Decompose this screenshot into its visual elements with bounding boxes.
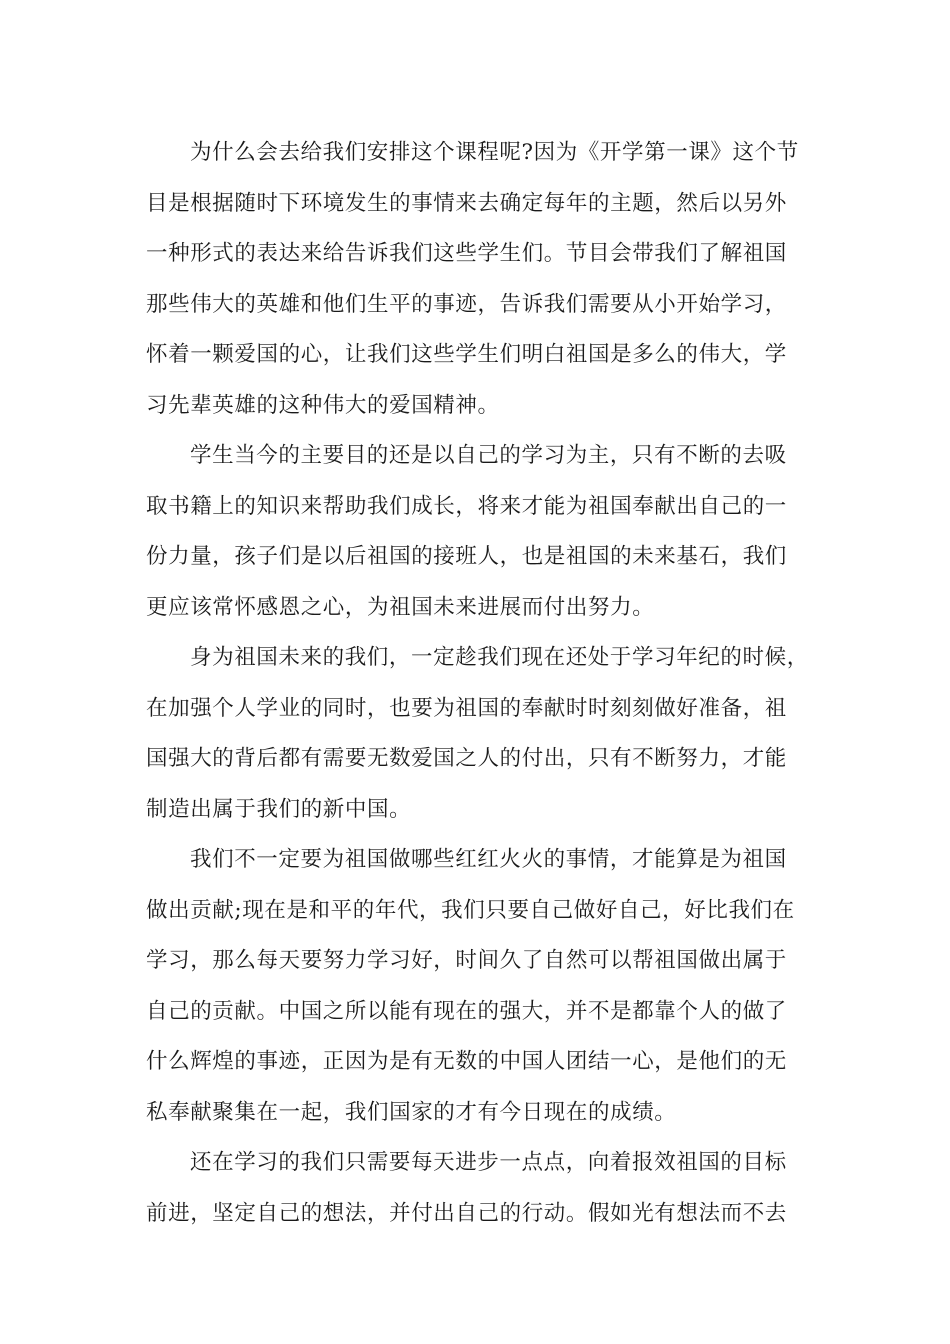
paragraph-line: 身为祖国未来的我们，一定趁我们现在还处于学习年纪的时候， xyxy=(190,645,809,670)
paragraph-line: 一种形式的表达来给告诉我们这些学生们。节目会带我们了解祖国 xyxy=(146,241,787,266)
paragraph-line: 制造出属于我们的新中国。 xyxy=(146,796,412,822)
paragraph-line: 在加强个人学业的同时，也要为祖国的奉献时时刻刻做好准备，祖 xyxy=(146,695,787,721)
paragraph-line: 那些伟大的英雄和他们生平的事迹，告诉我们需要从小开始学习， xyxy=(146,291,787,317)
document-body xyxy=(146,128,826,1239)
paragraph-1 xyxy=(146,128,826,431)
paragraph-line: 怀着一颗爱国的心，让我们这些学生们明白祖国是多么的伟大，学 xyxy=(146,342,787,367)
paragraph-line: 自己的贡献。中国之所以能有现在的强大，并不是都靠个人的做了 xyxy=(146,998,787,1024)
paragraph-line: 学生当今的主要目的还是以自己的学习为主，只有不断的去吸 xyxy=(190,443,787,468)
paragraph-line: 份力量，孩子们是以后祖国的接班人，也是祖国的未来基石，我们 xyxy=(146,544,787,569)
paragraph-line: 前进，坚定自己的想法，并付出自己的行动。假如光有想法而不去 xyxy=(146,1200,787,1226)
paragraph-line: 还在学习的我们只需要每天进步一点点，向着报效祖国的目标 xyxy=(190,1150,787,1175)
paragraph-3 xyxy=(146,633,826,835)
paragraph-line: 我们不一定要为祖国做哪些红红火火的事情，才能算是为祖国 xyxy=(190,847,787,872)
paragraph-line: 习先辈英雄的这种伟大的爱国精神。 xyxy=(146,392,500,418)
paragraph-line: 国强大的背后都有需要无数爱国之人的付出，只有不断努力，才能 xyxy=(146,746,787,771)
paragraph-5 xyxy=(146,1138,826,1239)
paragraph-line: 私奉献聚集在一起，我们国家的才有今日现在的成绩。 xyxy=(146,1099,677,1125)
paragraph-line: 目是根据随时下环境发生的事情来去确定每年的主题，然后以另外 xyxy=(146,190,787,216)
paragraph-line: 学习，那么每天要努力学习好，时间久了自然可以帮祖国做出属于 xyxy=(146,948,787,973)
paragraph-line: 为什么会去给我们安排这个课程呢?因为《开学第一课》这个节 xyxy=(190,140,799,165)
paragraph-4 xyxy=(146,835,826,1138)
paragraph-2 xyxy=(146,431,826,633)
paragraph-line: 什么辉煌的事迹，正因为是有无数的中国人团结一心，是他们的无 xyxy=(146,1049,787,1074)
paragraph-line: 取书籍上的知识来帮助我们成长，将来才能为祖国奉献出自己的一 xyxy=(146,493,787,519)
paragraph-line: 做出贡献;现在是和平的年代，我们只要自己做好自己，好比我们在 xyxy=(146,897,795,923)
paragraph-line: 更应该常怀感恩之心，为祖国未来进展而付出努力。 xyxy=(146,594,655,620)
